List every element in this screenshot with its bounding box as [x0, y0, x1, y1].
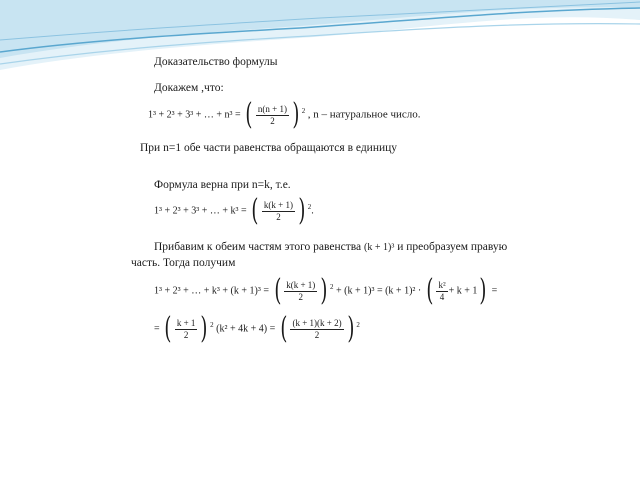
formula-step-middle: + (k + 1)³ = (k + 1)² · — [336, 285, 422, 297]
formula-step: 1³ + 2³ + … + k³ + (k + 1)³ = ( $\frac{k(k + 1)}{2}$ ) $^2$ + (k + 1)³ = (k + 1)² · ( $\frac{\text{k²}}{4}$ + k + 1) = — [154, 273, 498, 308]
formula-final-middle: (k² + 4k + 4) = — [216, 323, 276, 335]
formula-main-suffix: , n – натуральное число. — [307, 108, 421, 121]
formula-final: = ( $\frac{k + 1}{2}$ ) $^2$ (k² + 4k + 4) = ( $\frac{(k + 1)(k + 2)}{2}$ ) $^2$ — [154, 311, 360, 346]
formula-main: 1³ + 2³ + 3³ + … + n³ = ( $\frac{n(n + 1)}{2}$ ) $^2$ , n – натуральное число. — [148, 97, 421, 132]
formula-step-lhs: 1³ + 2³ + … + k³ + (k + 1)³ = — [154, 285, 269, 297]
decorative-waves — [0, 0, 640, 90]
formula-step-fraction: $\frac{k(k + 1)}{2}$ — [286, 279, 316, 302]
formula-final-fraction-2: $\frac{(k + 1)(k + 2)}{2}$ — [292, 317, 342, 340]
heading: Доказательство формулы — [154, 56, 278, 68]
step-line-2: часть. Тогда получим — [131, 257, 236, 269]
formula-k: 1³ + 2³ + 3³ + … + k³ = ( $\frac{k(k + 1)}{2}$ ) $^2$. — [154, 193, 314, 228]
assume-line: Формула верна при n=k, т.е. — [154, 179, 291, 191]
step-line-1: Прибавим к обеим частям этого равенства (k + 1)³ и преобразуем правую — [154, 241, 508, 253]
step-term: (k + 1)³ — [364, 242, 395, 253]
formula-k-fraction: $\frac{k(k + 1)}{2}$ — [263, 199, 293, 222]
formula-k-lhs: 1³ + 2³ + 3³ + … + k³ = — [154, 205, 247, 217]
formula-main-lhs: 1³ + 2³ + 3³ + … + n³ = — [148, 109, 241, 121]
formula-step-inner-fraction: $\frac{\text{k²}}{4}$ — [438, 279, 446, 302]
formula-main-fraction: $\frac{n(n + 1)}{2}$ — [257, 103, 287, 126]
base-case: При n=1 обе части равенства обращаются в единицу — [140, 142, 398, 154]
prove-intro: Докажем ,что: — [154, 82, 224, 94]
formula-final-fraction-1: $\frac{k + 1}{2}$ — [176, 317, 196, 340]
